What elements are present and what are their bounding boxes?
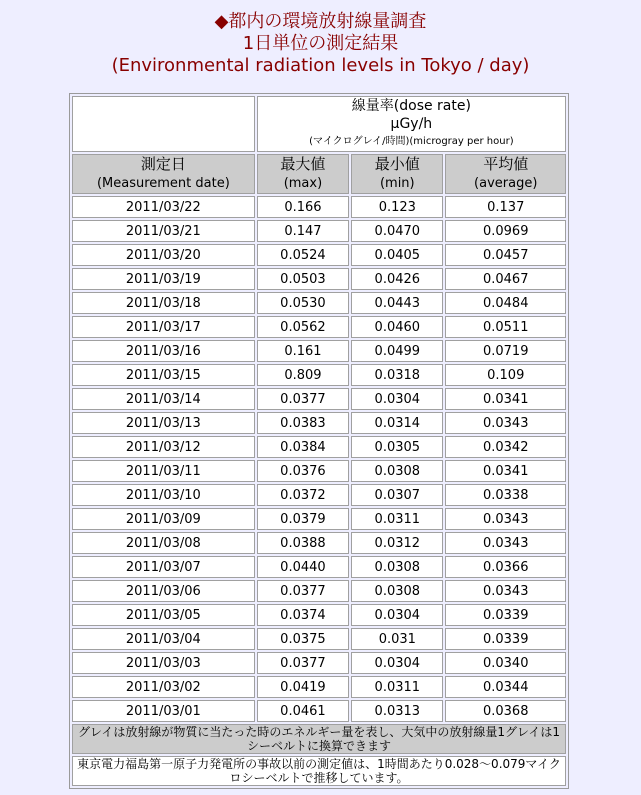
- cell-date: 2011/03/06: [72, 580, 255, 602]
- min-label: 最小値: [374, 155, 420, 173]
- column-header-average: [445, 154, 566, 194]
- cell-average: 0.0969: [445, 220, 566, 242]
- table-row: [72, 364, 566, 386]
- cell-average: 0.0343: [445, 412, 566, 434]
- cell-max: 0.147: [257, 220, 349, 242]
- cell-min: 0.0470: [351, 220, 443, 242]
- cell-average: 0.0338: [445, 484, 566, 506]
- table-row: [72, 604, 566, 626]
- note-row-gray: [72, 724, 566, 754]
- cell-date: 2011/03/09: [72, 508, 255, 530]
- column-header-max: [257, 154, 349, 194]
- cell-max: 0.0374: [257, 604, 349, 626]
- cell-min: 0.0313: [351, 700, 443, 722]
- header-blank-cell: [72, 96, 255, 152]
- cell-average: 0.0343: [445, 508, 566, 530]
- cell-min: 0.0305: [351, 436, 443, 458]
- cell-max: 0.0461: [257, 700, 349, 722]
- cell-min: 0.0311: [351, 508, 443, 530]
- cell-average: 0.0343: [445, 532, 566, 554]
- date-label: 測定日: [140, 155, 186, 173]
- column-header-date: [72, 154, 255, 194]
- cell-min: 0.0499: [351, 340, 443, 362]
- cell-max: 0.809: [257, 364, 349, 386]
- cell-max: 0.0419: [257, 676, 349, 698]
- note-baseline-text: 東京電力福島第一原子力発電所の事故以前の測定値は、1時間あたり0.028～0.079マイクロシーベルトで推移しています。: [72, 756, 566, 786]
- table-row: [72, 676, 566, 698]
- cell-max: 0.0379: [257, 508, 349, 530]
- title-line-1: ◆都内の環境放射線量調査: [214, 11, 427, 32]
- cell-average: 0.0341: [445, 388, 566, 410]
- unit-note: (マイクログレイ/時間)(microgray per hour): [309, 136, 514, 147]
- cell-average: 0.109: [445, 364, 566, 386]
- column-header-min: [351, 154, 443, 194]
- cell-min: 0.0318: [351, 364, 443, 386]
- table-row: [72, 268, 566, 290]
- cell-date: 2011/03/18: [72, 292, 255, 314]
- table-row: [72, 412, 566, 434]
- cell-max: 0.0562: [257, 316, 349, 338]
- cell-min: 0.0308: [351, 556, 443, 578]
- cell-date: 2011/03/08: [72, 532, 255, 554]
- table-row: [72, 556, 566, 578]
- cell-min: 0.0312: [351, 532, 443, 554]
- table-row: [72, 340, 566, 362]
- cell-average: 0.137: [445, 196, 566, 218]
- date-label-en: (Measurement date): [96, 176, 230, 191]
- cell-max: 0.0530: [257, 292, 349, 314]
- cell-date: 2011/03/04: [72, 628, 255, 650]
- cell-date: 2011/03/22: [72, 196, 255, 218]
- cell-date: 2011/03/02: [72, 676, 255, 698]
- header-row-columns: [72, 154, 566, 194]
- cell-max: 0.0388: [257, 532, 349, 554]
- cell-date: 2011/03/21: [72, 220, 255, 242]
- cell-max: 0.0383: [257, 412, 349, 434]
- cell-min: 0.0307: [351, 484, 443, 506]
- cell-min: 0.0311: [351, 676, 443, 698]
- avg-label-en: (average): [474, 176, 538, 191]
- title-line-3: (Environmental radiation levels in Tokyo / day): [111, 55, 530, 76]
- cell-average: 0.0366: [445, 556, 566, 578]
- cell-max: 0.0503: [257, 268, 349, 290]
- max-label-en: (max): [283, 176, 323, 191]
- cell-min: 0.0314: [351, 412, 443, 434]
- cell-date: 2011/03/11: [72, 460, 255, 482]
- cell-max: 0.0384: [257, 436, 349, 458]
- table-row: [72, 580, 566, 602]
- cell-date: 2011/03/14: [72, 388, 255, 410]
- cell-average: 0.0340: [445, 652, 566, 674]
- unit-label: μGy/h: [390, 116, 433, 132]
- cell-average: 0.0511: [445, 316, 566, 338]
- cell-date: 2011/03/12: [72, 436, 255, 458]
- min-label-en: (min): [379, 176, 415, 191]
- cell-min: 0.0460: [351, 316, 443, 338]
- cell-average: 0.0719: [445, 340, 566, 362]
- cell-min: 0.123: [351, 196, 443, 218]
- cell-max: 0.161: [257, 340, 349, 362]
- cell-max: 0.0377: [257, 652, 349, 674]
- table-row: [72, 460, 566, 482]
- cell-max: 0.0377: [257, 580, 349, 602]
- cell-min: 0.0304: [351, 652, 443, 674]
- cell-max: 0.0440: [257, 556, 349, 578]
- cell-date: 2011/03/20: [72, 244, 255, 266]
- cell-max: 0.166: [257, 196, 349, 218]
- dose-rate-header: [257, 96, 566, 152]
- cell-date: 2011/03/01: [72, 700, 255, 722]
- cell-max: 0.0375: [257, 628, 349, 650]
- cell-min: 0.0426: [351, 268, 443, 290]
- table-row: [72, 508, 566, 530]
- cell-average: 0.0467: [445, 268, 566, 290]
- cell-max: 0.0524: [257, 244, 349, 266]
- cell-max: 0.0372: [257, 484, 349, 506]
- header-row-dose-rate: [72, 96, 566, 152]
- cell-average: 0.0343: [445, 580, 566, 602]
- max-label: 最大値: [280, 155, 326, 173]
- avg-label: 平均値: [483, 155, 529, 173]
- cell-date: 2011/03/07: [72, 556, 255, 578]
- table-row: [72, 700, 566, 722]
- note-row-baseline: [72, 756, 566, 786]
- page-title: [0, 0, 641, 77]
- table-row: [72, 388, 566, 410]
- cell-date: 2011/03/05: [72, 604, 255, 626]
- table-row: [72, 220, 566, 242]
- cell-min: 0.031: [351, 628, 443, 650]
- cell-date: 2011/03/13: [72, 412, 255, 434]
- cell-max: 0.0377: [257, 388, 349, 410]
- table-row: [72, 484, 566, 506]
- cell-average: 0.0484: [445, 292, 566, 314]
- cell-average: 0.0339: [445, 604, 566, 626]
- table-row: [72, 316, 566, 338]
- cell-date: 2011/03/19: [72, 268, 255, 290]
- table-row: [72, 244, 566, 266]
- table-row: [72, 292, 566, 314]
- note-gray-text: グレイは放射線が物質に当たった時のエネルギー量を表し、大気中の放射線量1グレイは1シーベルトに換算できます: [72, 724, 566, 754]
- dose-rate-label: 線量率(dose rate): [351, 98, 471, 114]
- cell-average: 0.0368: [445, 700, 566, 722]
- cell-max: 0.0376: [257, 460, 349, 482]
- cell-date: 2011/03/10: [72, 484, 255, 506]
- cell-average: 0.0341: [445, 460, 566, 482]
- title-line-2: 1日単位の測定結果: [242, 33, 399, 54]
- cell-date: 2011/03/15: [72, 364, 255, 386]
- cell-date: 2011/03/16: [72, 340, 255, 362]
- cell-average: 0.0457: [445, 244, 566, 266]
- cell-average: 0.0342: [445, 436, 566, 458]
- table-row: [72, 532, 566, 554]
- cell-average: 0.0344: [445, 676, 566, 698]
- cell-date: 2011/03/17: [72, 316, 255, 338]
- table-row: [72, 652, 566, 674]
- cell-min: 0.0405: [351, 244, 443, 266]
- cell-min: 0.0304: [351, 388, 443, 410]
- table-row: [72, 196, 566, 218]
- radiation-table: [69, 93, 569, 789]
- cell-min: 0.0443: [351, 292, 443, 314]
- table-row: [72, 628, 566, 650]
- cell-min: 0.0304: [351, 604, 443, 626]
- table-row: [72, 436, 566, 458]
- table-body: [72, 196, 566, 722]
- cell-min: 0.0308: [351, 580, 443, 602]
- cell-average: 0.0339: [445, 628, 566, 650]
- cell-date: 2011/03/03: [72, 652, 255, 674]
- cell-min: 0.0308: [351, 460, 443, 482]
